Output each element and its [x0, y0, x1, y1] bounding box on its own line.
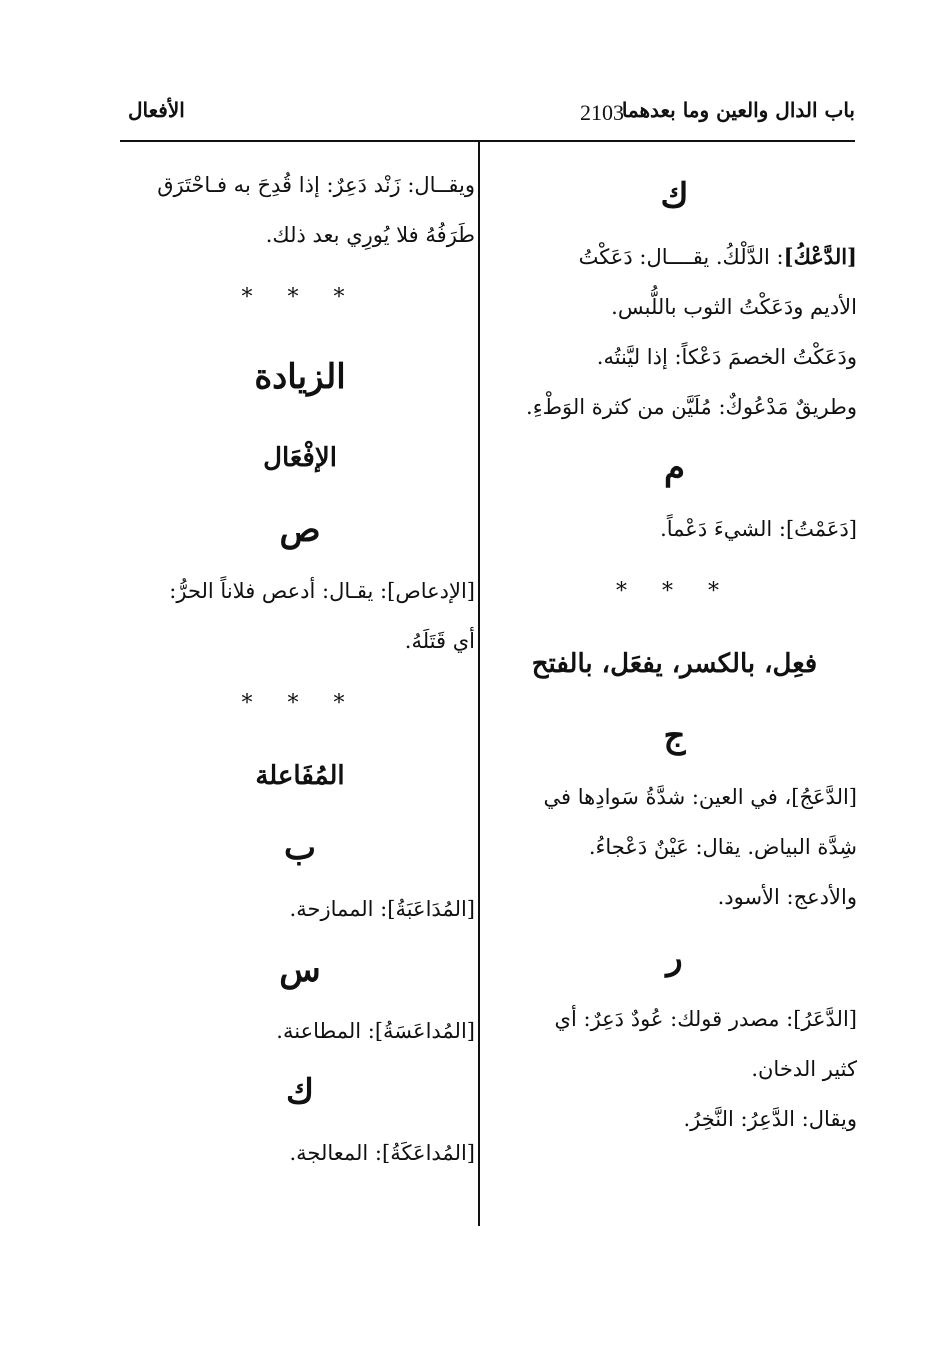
left-column [125, 160, 475, 1178]
entry-text: شِدَّة البياض. يقال: عَيْنٌ دَعْجاءُ. [588, 835, 857, 859]
entry-text: طَرَفُهُ فلا يُورِي بعد ذلك. [265, 223, 475, 247]
letter-heading-kaf: ك [660, 176, 689, 216]
column-divider [478, 141, 480, 1226]
entry-text: والأدعج: الأسود. [717, 885, 857, 909]
entry-text: : الدَّلْكُ. يقــــال: دَعَكْتُ [578, 245, 784, 269]
letter-heading-sin: س [279, 950, 321, 990]
entry-dak [492, 232, 857, 282]
letter-heading-jim: ج [663, 716, 686, 756]
entry-dam: [دَعَمْتُ]: الشيءَ دَعْماً. [660, 517, 857, 541]
letter-heading-sad: ص [279, 510, 321, 550]
page-header [120, 98, 855, 138]
entry-text: ودَعَكْتُ الخصمَ دَعْكاً: إذا ليَّنتُه. [596, 345, 857, 369]
entry-dar: [الدَّعَرُ]: مصدر قولك: عُودٌ دَعِرٌ: أي [554, 1007, 857, 1031]
entry-mudaaba: [المُدَاعَبَةُ]: الممازحة. [289, 897, 475, 921]
section-separator: * * * [616, 579, 733, 604]
entry-text: كثير الدخان. [751, 1057, 857, 1081]
header-chapter-title: باب الدال والعين وما بعدهما [621, 98, 855, 122]
entry-text: ويقــال: زَنْد دَعِرٌ: إذا قُدِحَ به فـاحْتَرَق [157, 173, 475, 197]
section-heading-ifaal: الإفْعَال [263, 443, 337, 473]
letter-heading-kaf: ك [285, 1072, 315, 1112]
header-rule [120, 140, 855, 142]
entry-mudaasa: [المُداعَسَةُ]: المطاعنة. [276, 1019, 475, 1043]
right-column [492, 160, 857, 1144]
letter-heading-mim: م [663, 448, 686, 488]
entry-text: وطريقٌ مَدْعُوكٌ: مُلَيَّن من كثرة الوَطْءِ. [526, 395, 857, 419]
section-heading-ziyada: الزيادة [254, 357, 346, 397]
section-heading-mufaala: المُفَاعلة [255, 761, 345, 791]
section-separator: * * * [241, 285, 359, 310]
section-separator: * * * [241, 691, 359, 716]
entry-text: الأديم ودَعَكْتُ الثوب باللُّبس. [611, 295, 857, 319]
entry-text: ويقال: الدَّعِرُ: النَّخِرُ. [683, 1107, 857, 1131]
letter-heading-ra: ر [666, 938, 683, 978]
entry-text: أي قَتَلَهُ. [404, 629, 475, 653]
page-number: 2103 [580, 100, 624, 125]
entry-headword: [الدَّعْكُ] [783, 244, 857, 269]
entry-daj: [الدَّعَجُ]، في العين: شدَّةُ سَوادِها في [543, 785, 857, 809]
entry-idaas: [الإدعاص]: يقـال: أدعص فلاناً الحرُّ: [169, 579, 475, 603]
letter-heading-ba: ب [283, 828, 316, 868]
section-heading: فعِل، بالكسر، يفعَل، بالفتح [531, 649, 818, 679]
entry-mudaaka: [المُداعَكَةُ]: المعالجة. [289, 1141, 475, 1165]
header-section-title: الأفعال [128, 98, 185, 122]
